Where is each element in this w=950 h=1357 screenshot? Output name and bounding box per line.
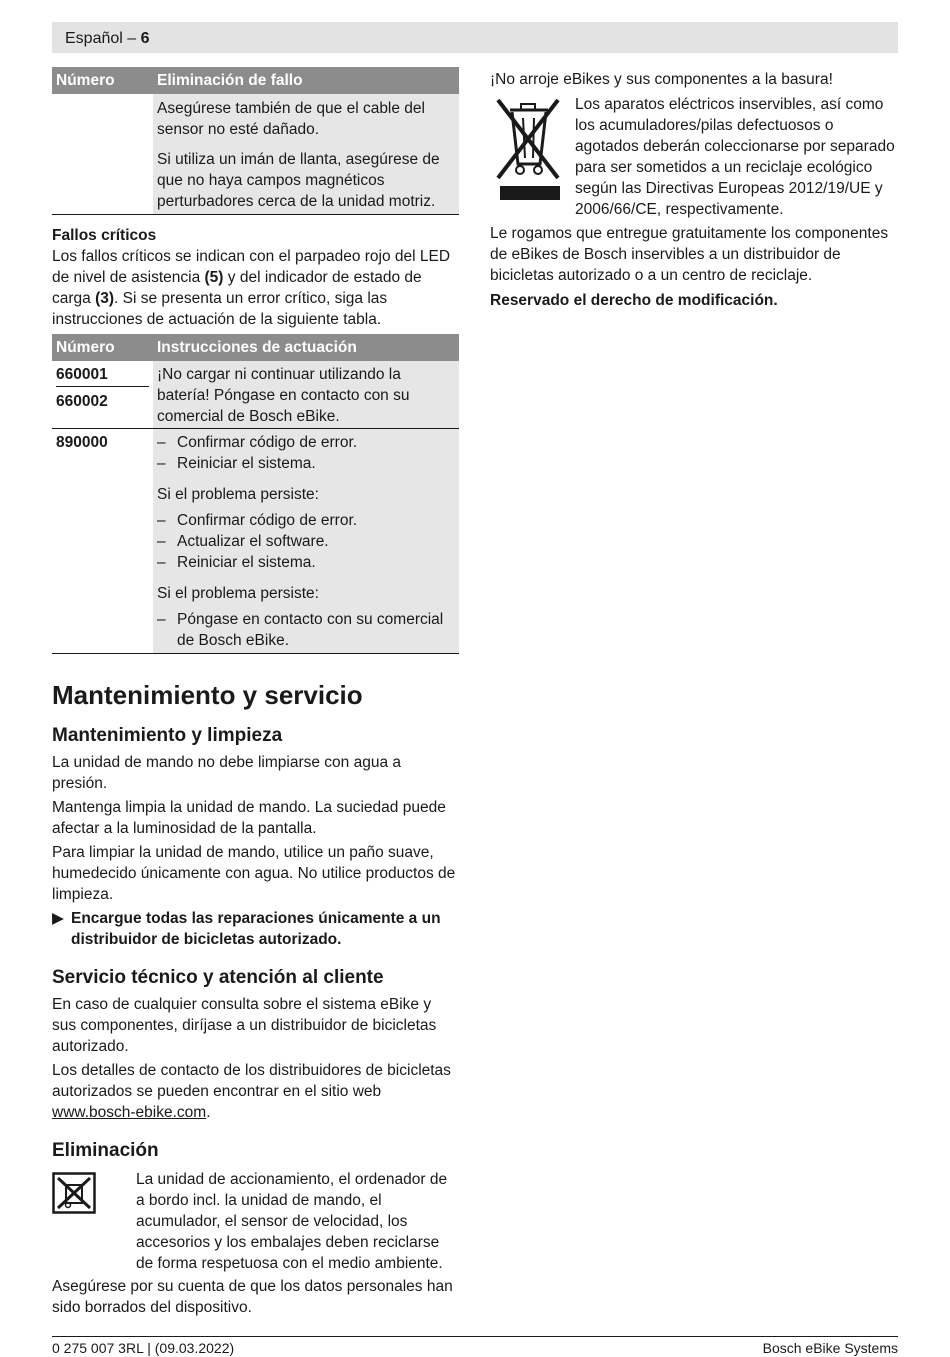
- step: – Reiniciar el sistema.: [157, 455, 316, 472]
- error-code: 660001: [56, 364, 149, 387]
- weee-text: Los aparatos eléctricos inservibles, así como los acumuladores/pilas defectuosos o agotados deberán coleccionarse por separado para ser sometidos a un reciclaje ecológico según las Directivas Europeas 2012/19/UE y 2006/66/CE, respectivamente.: [575, 96, 895, 218]
- action-steps: [153, 429, 459, 654]
- critical-title: Fallos críticos: [52, 227, 157, 244]
- action-table-col-actions: Instrucciones de actuación: [153, 334, 459, 361]
- paragraph: Para limpiar la unidad de mando, utilice un paño suave, humedecido únicamente con agua. No utilice productos de limpieza.: [52, 844, 456, 903]
- header-language-label: Español –: [65, 30, 137, 47]
- footer-brand: Bosch eBike Systems: [762, 1340, 898, 1356]
- fault-table-row: Si utiliza un imán de llanta, asegúrese de que no haya campos magnéticos perturbadores cerca de la unidad motriz.: [153, 141, 459, 215]
- service-subtitle: Servicio técnico y atención al cliente: [52, 967, 384, 988]
- action-table: [52, 334, 459, 654]
- page-header: [52, 22, 898, 53]
- action-text: ¡No cargar ni continuar utilizando la batería! Póngase en contacto con su comercial de Bosch eBike.: [153, 361, 459, 429]
- maintenance-title: Mantenimiento y servicio: [52, 680, 363, 710]
- document-code: 0 275 007 3RL | (09.03.2022): [52, 1340, 235, 1356]
- step: – Reiniciar el sistema.: [157, 554, 316, 571]
- paragraph: La unidad de mando no debe limpiarse con agua a presión.: [52, 754, 402, 792]
- header-language: [65, 28, 150, 49]
- bullet-arrow-icon: ▶: [52, 910, 64, 927]
- paragraph: Los detalles de contacto de los distribuidores de bicicletas autorizados se pueden encontrar en el sitio web www.bosch-ebike.com.: [52, 1062, 451, 1121]
- disposal-subtitle: Eliminación: [52, 1140, 159, 1161]
- fault-table-row: Asegúrese también de que el cable del sensor no esté dañado.: [153, 94, 459, 141]
- paragraph: Mantenga limpia la unidad de mando. La suciedad puede afectar a la luminosidad de la pantalla.: [52, 799, 446, 837]
- action-table-col-number: Número: [52, 334, 153, 361]
- crossed-bin-icon: [490, 94, 575, 220]
- step: – Póngase en contacto con su comercial de Bosch eBike.: [157, 611, 444, 649]
- page-number: 6: [140, 30, 150, 47]
- warning-text: ¡No arroje eBikes y sus componentes a la basura!: [490, 71, 833, 88]
- page-footer: [52, 1336, 898, 1357]
- fault-table-col-fix: Eliminación de fallo: [153, 67, 459, 94]
- weee-block: [490, 94, 898, 220]
- reserved-rights: Reservado el derecho de modificación.: [490, 292, 778, 309]
- fault-table: [52, 67, 459, 215]
- website-link[interactable]: www.bosch-ebike.com: [52, 1104, 207, 1121]
- paragraph: Le rogamos que entregue gratuitamente los componentes de eBikes de Bosch inservibles a un distribuidor de bicicletas autorizado o a un centro de reciclaje.: [490, 225, 889, 284]
- left-column: [52, 67, 459, 1318]
- disposal-block: [52, 1169, 459, 1274]
- paragraph: La unidad de accionamiento, el ordenador de a bordo incl. la unidad de mando, el acumulador, el sensor de velocidad, los accesorios y los embalajes deben reciclarse de forma respetuosa con el medio ambiente.: [136, 1171, 448, 1272]
- error-code: 890000: [56, 434, 108, 451]
- step: – Actualizar el software.: [157, 533, 329, 550]
- error-code: 660002: [56, 393, 108, 410]
- repair-bullet: ▶ Encargue todas las reparaciones únicamente a un distribuidor de bicicletas autorizado.: [52, 910, 441, 948]
- step: – Confirmar código de error.: [157, 512, 358, 529]
- persist-label: Si el problema persiste:: [157, 585, 319, 602]
- fault-table-col-number: Número: [52, 67, 153, 94]
- right-column: [490, 69, 898, 311]
- persist-label: Si el problema persiste:: [157, 486, 319, 503]
- maintenance-subtitle: Mantenimiento y limpieza: [52, 725, 283, 746]
- recycle-bin-icon: [52, 1169, 136, 1274]
- paragraph: Asegúrese por su cuenta de que los datos personales han sido borrados del dispositivo.: [52, 1278, 453, 1316]
- paragraph: En caso de cualquier consulta sobre el sistema eBike y sus componentes, diríjase a un distribuidor de bicicletas autorizado.: [52, 996, 437, 1055]
- critical-text: Los fallos críticos se indican con el parpadeo rojo del LED de nivel de asistencia (5) y del indicador de estado de carga (3). Si se presenta un error crítico, siga las instrucciones de actuación de la siguiente tabla.: [52, 248, 451, 328]
- step: – Confirmar código de error.: [157, 434, 358, 451]
